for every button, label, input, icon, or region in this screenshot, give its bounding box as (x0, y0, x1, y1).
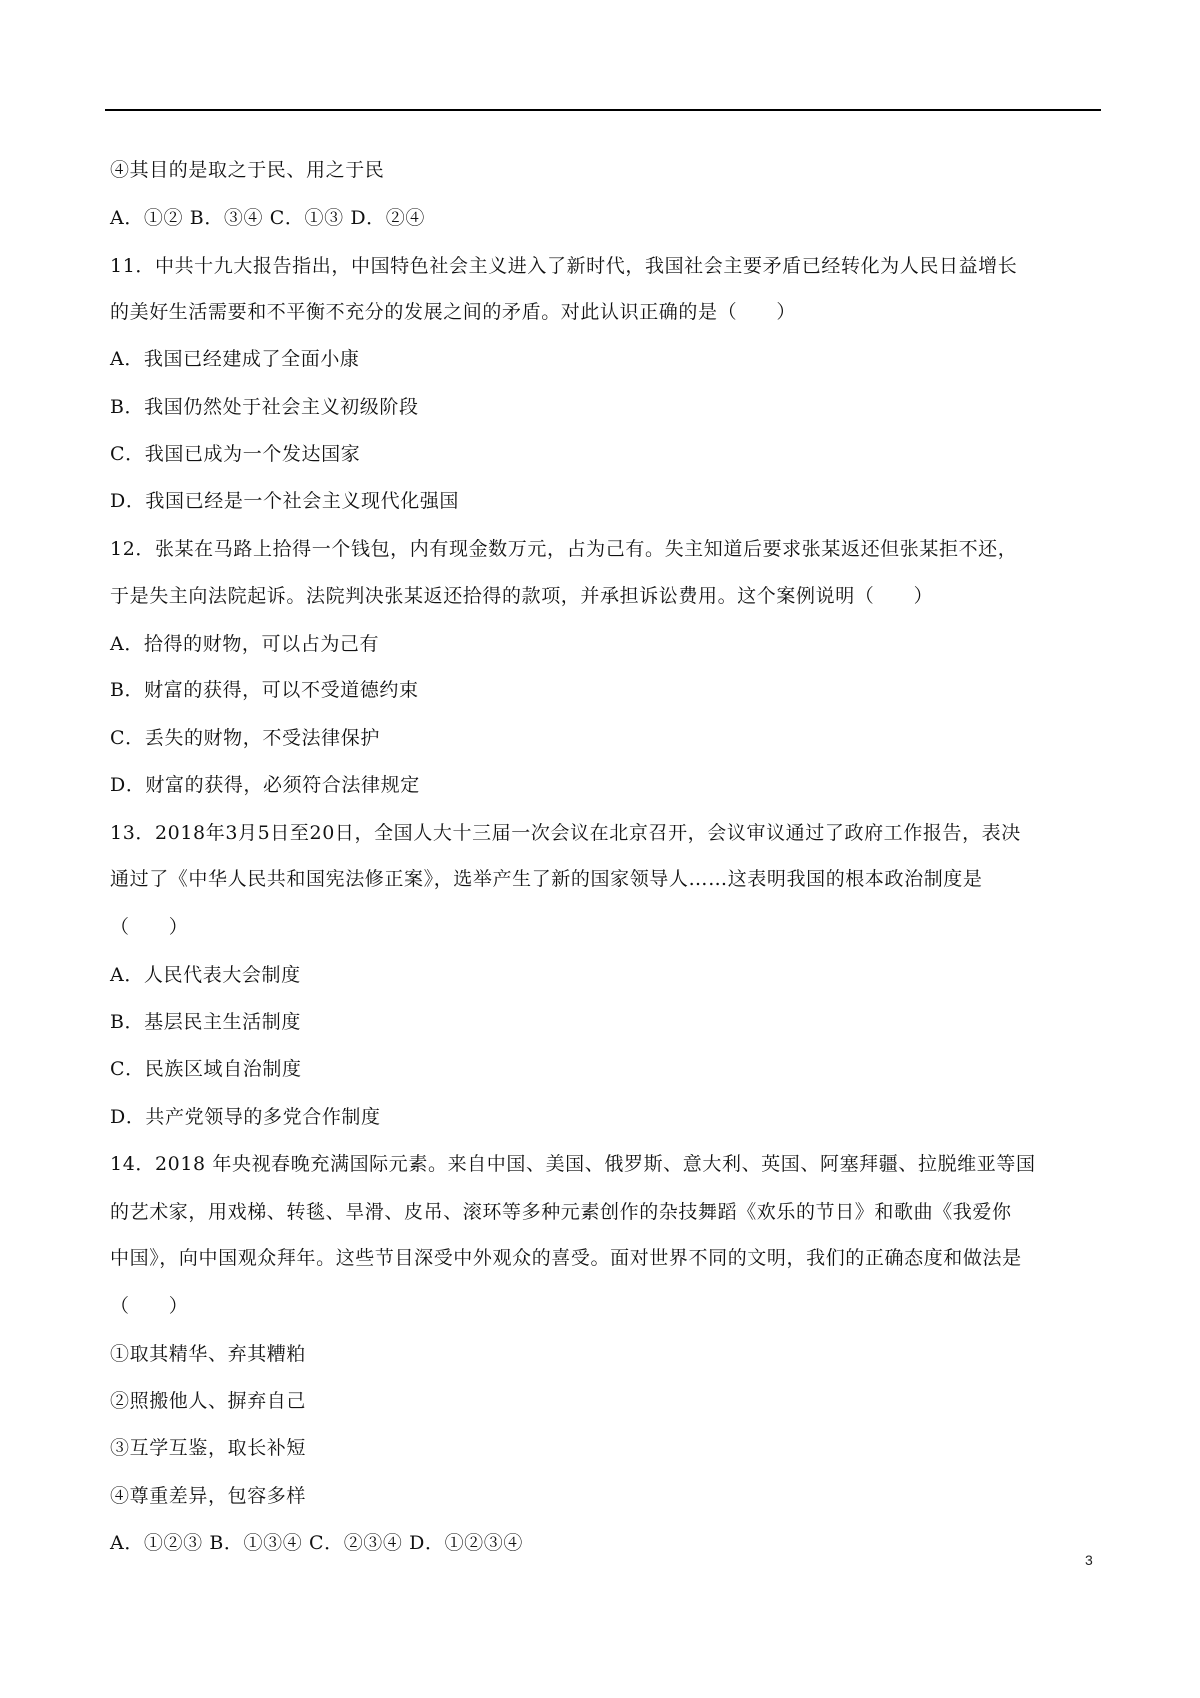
statement-line: ④其目的是取之于民、用之于民 (110, 159, 385, 181)
option-line: B．财富的获得，可以不受道德约束 (110, 679, 419, 701)
statement-line: ④尊重差异，包容多样 (110, 1485, 307, 1507)
question-14-text: 的艺术家，用戏梯、转毯、旱滑、皮吊、滚环等多种元素创作的杂技舞蹈《欢乐的节日》和歌曲《我爱你 (110, 1201, 1012, 1223)
answer-options-line: A．①② B．③④ C．①③ D．②④ (110, 207, 425, 229)
question-12-text: 于是失主向法院起诉。法院判决张某返还拾得的款项，并承担诉讼费用。这个案例说明（ ） (110, 585, 934, 607)
question-12-text: 12．张某在马路上拾得一个钱包，内有现金数万元，占为己有。失主知道后要求张某返还但张某拒不还， (110, 538, 1018, 560)
statement-line: ②照搬他人、摒弃自己 (110, 1390, 307, 1412)
option-line: C．民族区域自治制度 (110, 1058, 302, 1080)
question-13-text: 通过了《中华人民共和国宪法修正案》，选举产生了新的国家领导人……这表明我国的根本政治制度是 (110, 868, 983, 890)
question-14-text: （ ） (110, 1295, 189, 1317)
option-line: D．财富的获得，必须符合法律规定 (110, 774, 420, 796)
question-14-text: 14．2018 年央视春晚充满国际元素。来自中国、美国、俄罗斯、意大利、英国、阿塞拜疆、拉脱维亚等国 (110, 1153, 1036, 1175)
option-line: D．我国已经是一个社会主义现代化强国 (110, 490, 460, 512)
answer-options-line: A．①②③ B．①③④ C．②③④ D．①②③④ (110, 1532, 523, 1554)
option-line: A．拾得的财物，可以占为己有 (110, 633, 380, 655)
option-line: D．共产党领导的多党合作制度 (110, 1106, 381, 1128)
option-line: A．我国已经建成了全面小康 (110, 348, 360, 370)
question-11-text: 11．中共十九大报告指出，中国特色社会主义进入了新时代，我国社会主要矛盾已经转化为人民日益增长 (110, 255, 1018, 277)
page-number: 3 (1085, 1552, 1093, 1568)
option-line: A．人民代表大会制度 (110, 964, 301, 986)
question-13-text: 13．2018年3月5日至20日，全国人大十三届一次会议在北京召开，会议审议通过了政府工作报告，表决 (110, 822, 1021, 844)
question-13-text: （ ） (110, 916, 189, 938)
option-line: C．丢失的财物，不受法律保护 (110, 727, 380, 749)
question-14-text: 中国》，向中国观众拜年。这些节目深受中外观众的喜受。面对世界不同的文明，我们的正确态度和做法是 (110, 1247, 1022, 1269)
option-line: C．我国已成为一个发达国家 (110, 443, 361, 465)
header-rule (105, 109, 1101, 111)
statement-line: ③互学互鉴，取长补短 (110, 1437, 307, 1459)
option-line: B．基层民主生活制度 (110, 1011, 301, 1033)
option-line: B．我国仍然处于社会主义初级阶段 (110, 396, 419, 418)
question-11-text: 的美好生活需要和不平衡不充分的发展之间的矛盾。对此认识正确的是（ ） (110, 301, 797, 323)
statement-line: ①取其精华、弃其糟粕 (110, 1343, 307, 1365)
